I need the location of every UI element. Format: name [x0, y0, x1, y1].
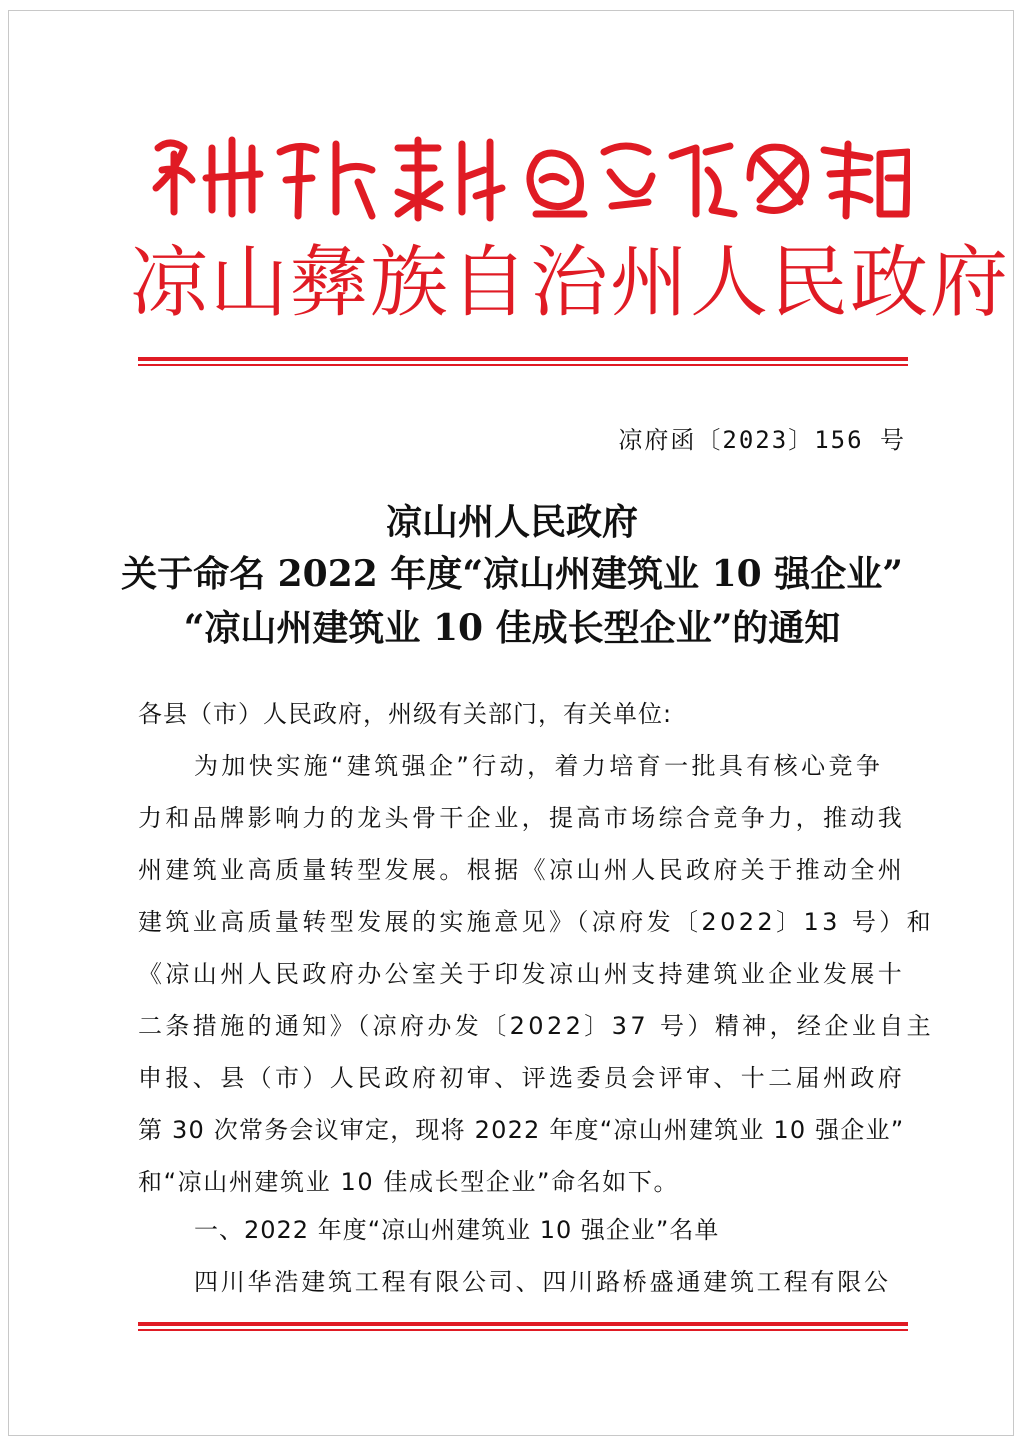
- paragraph-line: 申报、县（市）人民政府初审、评选委员会评审、十二届州政府: [138, 1064, 906, 1092]
- addressee: 各县（市）人民政府，州级有关部门，有关单位:: [138, 700, 673, 728]
- document-title-line-3: “凉山州建筑业 10 佳成长型企业”的通知: [183, 607, 841, 649]
- footer-red-rule: [138, 1322, 908, 1331]
- paragraph-line: 力和品牌影响力的龙头骨干企业，提高市场综合竞争力，推动我: [138, 804, 906, 832]
- body-paragraph: [138, 740, 935, 1208]
- document-title-line-2: 关于命名 2022 年度“凉山州建筑业 10 强企业”: [121, 553, 903, 595]
- document-number: 凉府函〔2023〕156 号: [618, 426, 906, 454]
- paragraph-line: 州建筑业高质量转型发展。根据《凉山州人民政府关于推动全州: [138, 856, 906, 884]
- header-red-rule: [138, 357, 908, 366]
- paragraph-line: 第 30 次常务会议审定，现将 2022 年度“凉山州建筑业 10 强企业”: [138, 1116, 905, 1144]
- section-heading: 一、2022 年度“凉山州建筑业 10 强企业”名单: [194, 1216, 720, 1244]
- paragraph-line: 为加快实施“建筑强企”行动，着力培育一批具有核心竞争: [194, 752, 884, 780]
- government-name-title: 凉山彝族自治州人民政府: [130, 238, 1011, 328]
- paragraph-line: 和“凉山州建筑业 10 佳成长型企业”命名如下。: [138, 1168, 680, 1196]
- paragraph-line: 二条措施的通知》（凉府办发〔2022〕37 号）精神，经企业自主: [138, 1012, 935, 1040]
- company-list-line: 四川华浩建筑工程有限公司、四川路桥盛通建筑工程有限公: [194, 1268, 891, 1296]
- document-title-line-1: 凉山州人民政府: [385, 501, 638, 543]
- paragraph-line: 建筑业高质量转型发展的实施意见》（凉府发〔2022〕13 号）和: [138, 908, 935, 936]
- paragraph-line: 《凉山州人民政府办公室关于印发凉山州支持建筑业企业发展十: [138, 960, 906, 988]
- yi-script-title-logo: [140, 118, 910, 236]
